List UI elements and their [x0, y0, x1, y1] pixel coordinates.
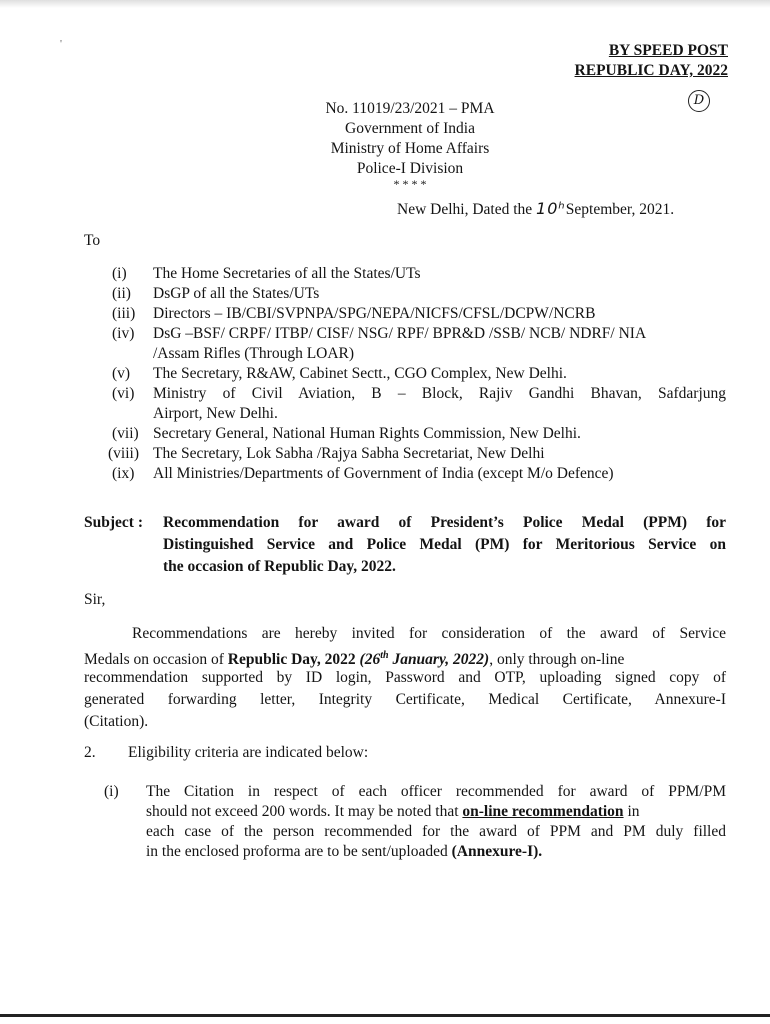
subject-line: Recommendation for award of President’s Police Medal (PPM) for — [163, 514, 726, 531]
item-line: The Citation in respect of each officer recommended for award of PPM/PM — [146, 783, 726, 800]
text-span: should not exceed 200 words. It may be noted that — [146, 803, 463, 820]
recipient-num: (ii) — [112, 285, 131, 302]
recipient-text: Directors – IB/CBI/SVPNPA/SPG/NEPA/NICFS/CFSL/DCPW/NCRB — [153, 305, 596, 322]
subject-line: Distinguished Service and Police Medal (PM) for Meritorious Service on — [163, 536, 726, 553]
recipient-text-cont: /Assam Rifles (Through LOAR) — [153, 345, 355, 362]
recipient-text: All Ministries/Departments of Government of India (except M/o Defence) — [153, 465, 614, 482]
scan-edge-shadow — [0, 0, 770, 8]
separator-stars: * * * * — [393, 177, 427, 191]
recipient-num: (viii) — [108, 445, 139, 462]
item-number: (i) — [104, 783, 119, 800]
recipient-text: DsGP of all the States/UTs — [153, 285, 320, 302]
recipient-text: Secretary General, National Human Rights Commission, New Delhi. — [153, 425, 581, 442]
recipient-num: (iii) — [112, 305, 136, 322]
recipient-text: DsG –BSF/ CRPF/ ITBP/ CISF/ NSG/ RPF/ BPR&D /SSB/ NCB/ NDRF/ NIA — [153, 325, 647, 342]
division-line: Police-I Division — [356, 160, 464, 177]
paragraph-number: 2. — [84, 744, 96, 761]
handwritten-day: 10ʰ — [536, 199, 566, 218]
online-recommendation-emphasis: on-line recommendation — [462, 803, 624, 820]
recipient-text-cont: Airport, New Delhi. — [153, 405, 278, 422]
scan-bottom-edge — [0, 1014, 770, 1017]
ministry-line: Ministry of Home Affairs — [330, 140, 490, 157]
recipient-num: (ix) — [112, 465, 135, 482]
occasion-header: REPUBLIC DAY, 2022 — [574, 62, 728, 79]
subject-line: the occasion of Republic Day, 2022. — [163, 558, 396, 575]
stamp-icon: D — [688, 90, 710, 112]
margin-mark: ' — [60, 38, 62, 50]
paragraph-line: generated forwarding letter, Integrity Certificate, Medical Certificate, Annexure-I — [84, 691, 726, 708]
file-number: No. 11019/23/2021 – PMA — [325, 100, 495, 117]
government-line: Government of India — [345, 120, 475, 137]
text-span: , only through on-line — [489, 651, 625, 669]
item-line — [146, 842, 542, 862]
text-span: Medals on occasion of — [84, 651, 228, 669]
date-emphasis: (26th January, 2022) — [355, 650, 490, 669]
text-span: in the enclosed proforma are to be sent/uploaded — [146, 843, 452, 860]
recipient-text: The Home Secretaries of all the States/UTs — [153, 265, 421, 282]
item-line — [146, 802, 640, 822]
recipient-text: Ministry of Civil Aviation, B – Block, Rajiv Gandhi Bhavan, Safdarjung — [153, 385, 726, 402]
eligibility-intro: Eligibility criteria are indicated below: — [128, 744, 369, 761]
paragraph-line — [84, 646, 624, 670]
recipient-text: The Secretary, Lok Sabha /Rajya Sabha Secretariat, New Delhi — [153, 445, 545, 462]
to-label: To — [84, 232, 101, 249]
recipient-num: (vii) — [112, 425, 139, 442]
recipient-num: (vi) — [112, 385, 135, 402]
dispatch-mode: BY SPEED POST — [608, 42, 728, 59]
annexure-emphasis: (Annexure-I). — [451, 843, 543, 860]
salutation: Sir, — [84, 591, 106, 608]
recipient-num: (i) — [112, 265, 127, 282]
paragraph-line: recommendation supported by ID login, Password and OTP, uploading signed copy of — [84, 669, 726, 686]
text-span: in — [623, 803, 640, 820]
date-suffix: September, 2021. — [565, 201, 675, 218]
item-line: each case of the person recommended for the award of PPM and PM duly filled — [146, 823, 726, 840]
occasion-emphasis: Republic Day, 2022 — [227, 651, 356, 669]
paragraph-line: (Citation). — [84, 713, 149, 730]
paragraph-line: Recommendations are hereby invited for consideration of the award of Service — [132, 625, 726, 642]
date-line — [397, 199, 674, 220]
subject-label: Subject : — [84, 514, 143, 531]
recipient-num: (iv) — [112, 325, 135, 342]
recipient-num: (v) — [112, 365, 131, 382]
date-prefix: New Delhi, Dated the — [397, 201, 533, 218]
recipient-text: The Secretary, R&AW, Cabinet Sectt., CGO Complex, New Delhi. — [153, 365, 567, 382]
